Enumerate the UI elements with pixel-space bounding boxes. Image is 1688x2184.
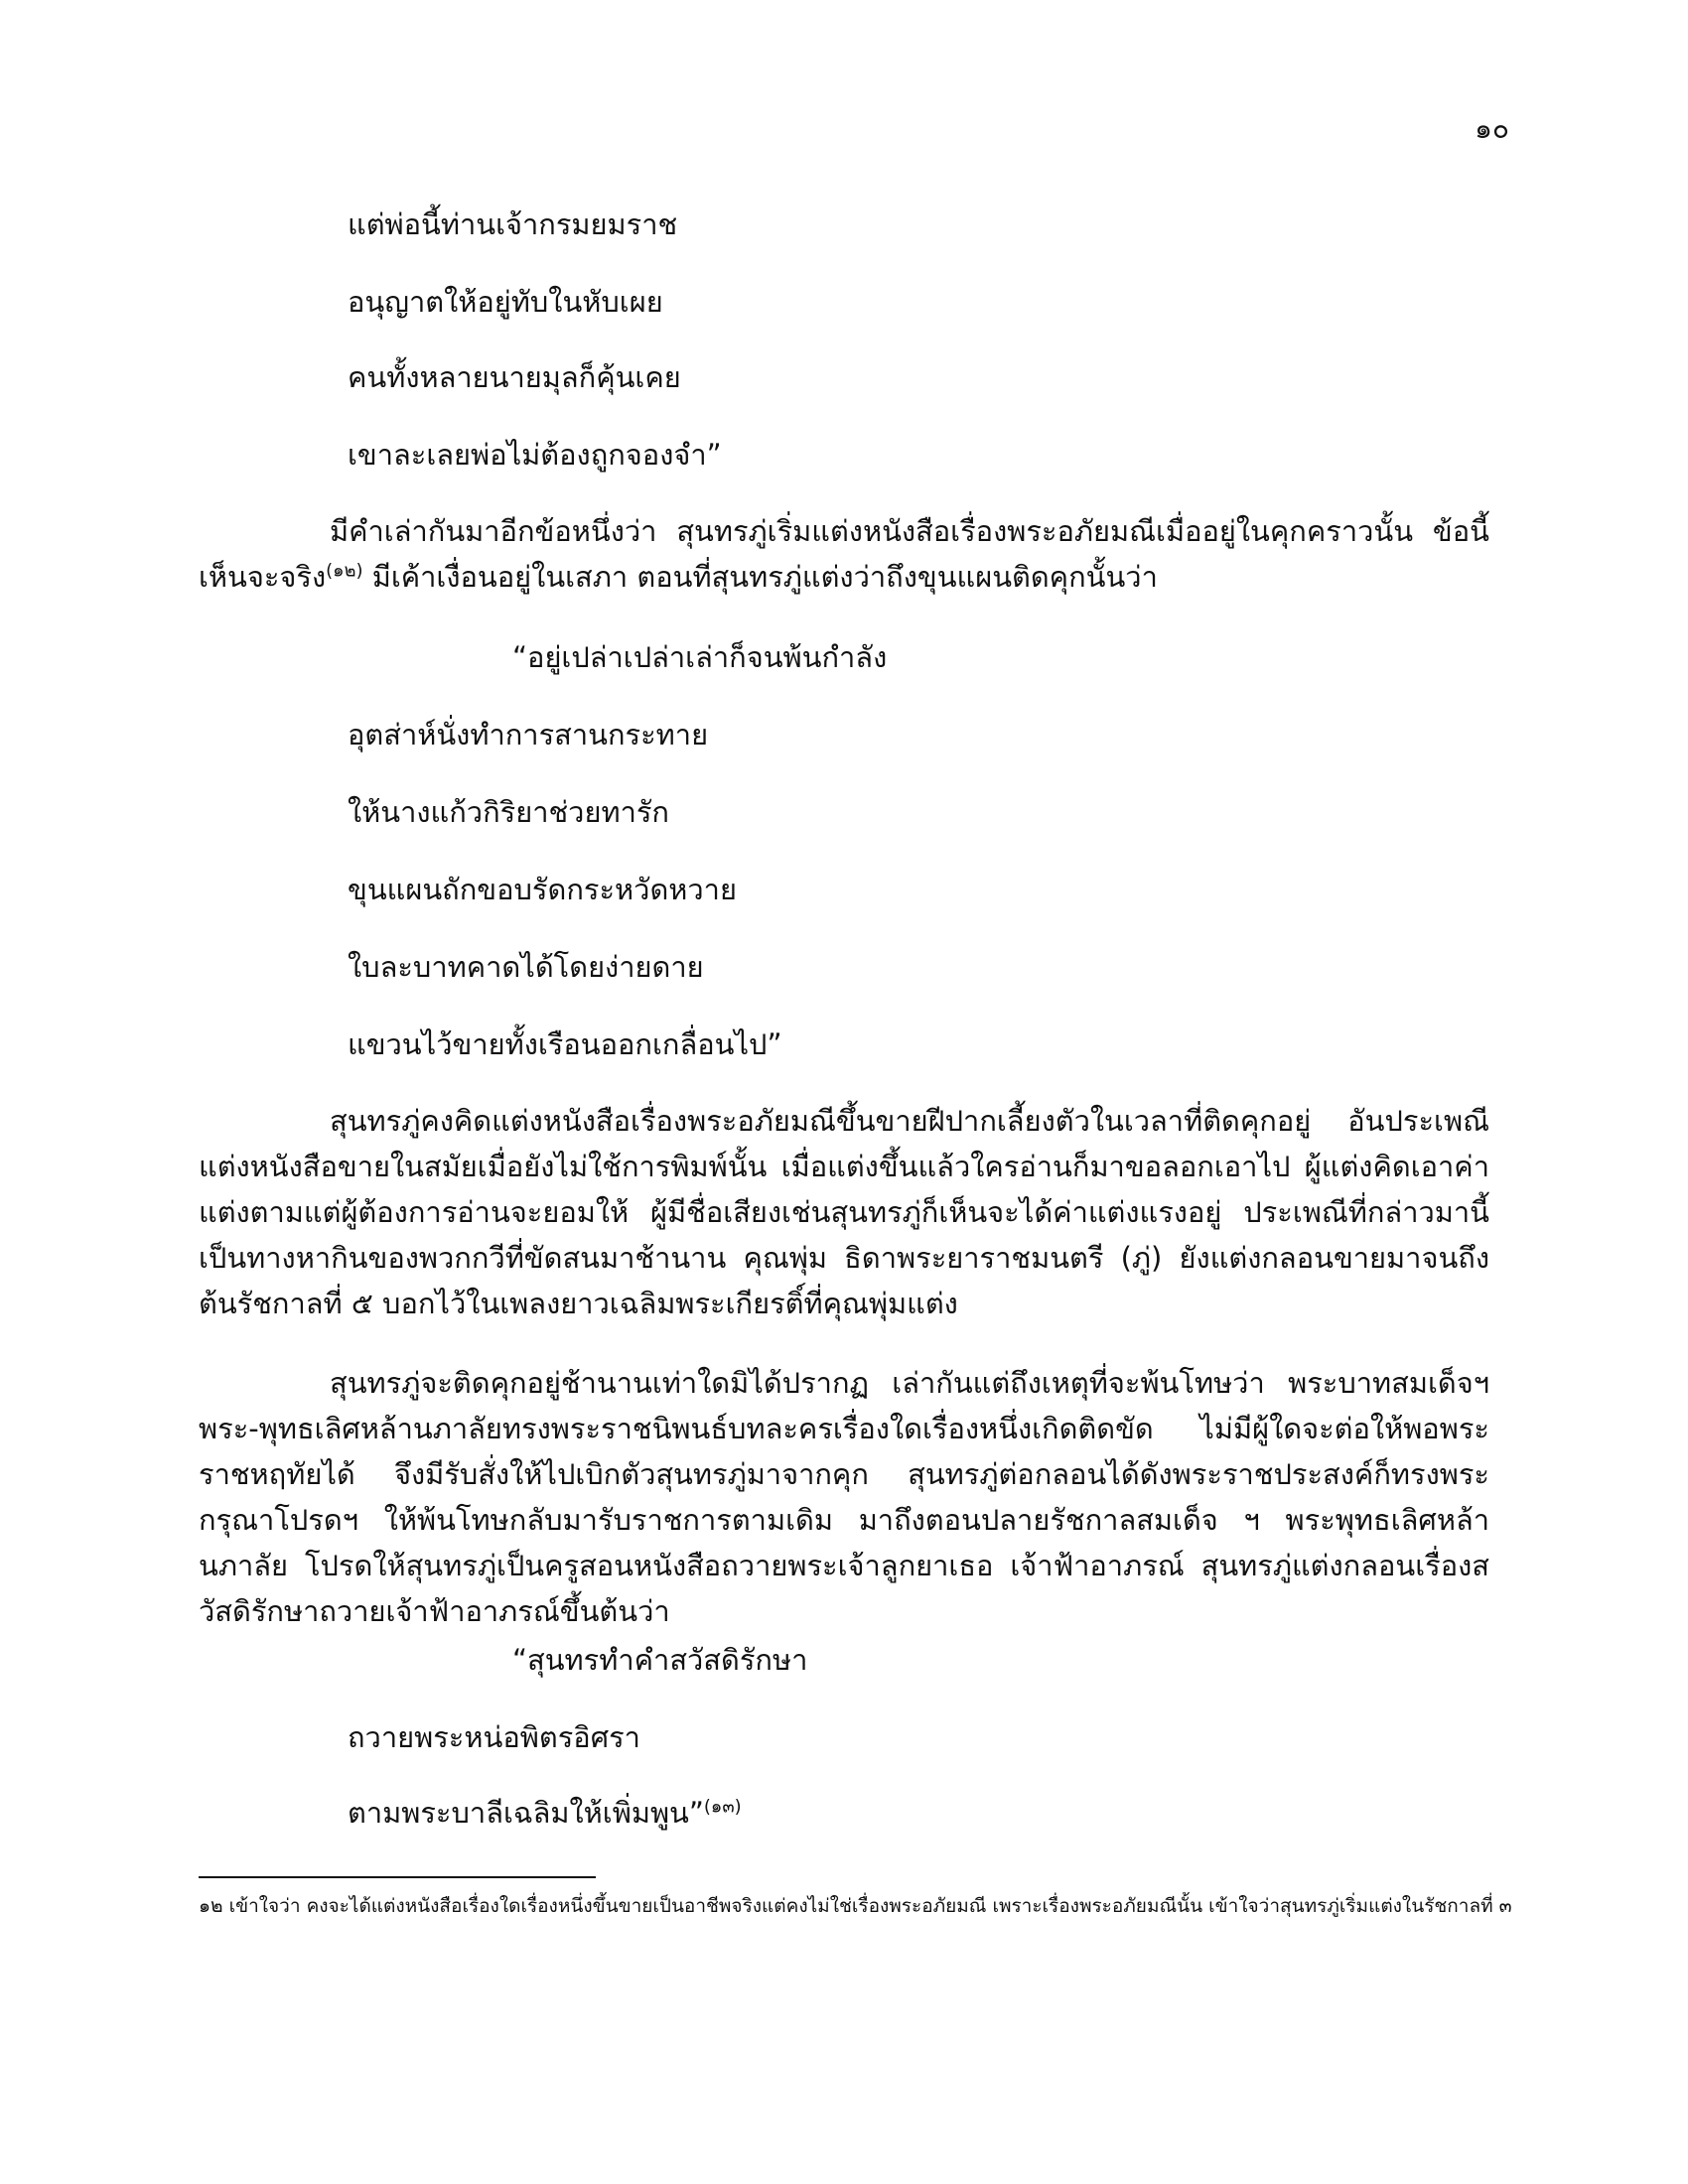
verse-line: “สุนทรทำคำสวัสดิรักษา: [512, 1643, 808, 1677]
verse-line: “อยู่เปล่าเปล่าเล่าก็จนพ้นกำลัง: [512, 640, 888, 674]
footnote-ref: (๑๒): [326, 560, 363, 582]
verse-line: เขาละเลยพ่อไม่ต้องถูกจองจำ”: [348, 438, 722, 472]
paragraph-text: มีเค้าเงื่อนอยู่ในเสภา ตอนที่สุนทรภู่แต่งว่าถึงขุนแผนติดคุกนั้นว่า: [362, 560, 1158, 594]
verse-line: อุตส่าห์นั่งทำการสานกระทาย: [348, 718, 709, 751]
verse-text: ตามพระบาลีเฉลิมให้เพิ่มพูน”: [348, 1796, 704, 1830]
verse-line: [348, 1791, 742, 1835]
verse-line: คนทั้งหลายนายมุลก็คุ้นเคย: [348, 360, 681, 394]
paragraph-text: สุนทรภู่จะติดคุกอยู่ช้านานเท่าใดมิได้ปรากฏ เล่ากันแต่ถึงเหตุที่จะพ้นโทษว่า พระบาทสมเด็จฯ พระ-พุทธเลิศหล้านภาลัยทรงพระราชนิพนธ์บทละครเรื่องใดเรื่องหนึ่งเกิดติดขัด ไม่มีผู้ใดจะต่อให้พอพระราชหฤทัยได้ จึงมีรับสั่งให้ไปเบิกตัวสุนทรภู่มาจากคุก สุนทรภู่ต่อกลอนได้ดังพระราชประสงค์ก็ทรงพระกรุณาโปรดฯ ให้พ้นโทษกลับมารับราชการตามเดิม มาถึงตอนปลายรัชกาลสมเด็จ ฯ พระพุทธเลิศหล้านภาลัย โปรดให้สุนทรภู่เป็นครูสอนหนังสือถวายพระเจ้าลูกยาเธอ เจ้าฟ้าอาภรณ์ สุนทรภู่แต่งกลอนเรื่องสวัสดิรักษาถวายเจ้าฟ้าอาภรณ์ขึ้นต้นว่า: [199, 1366, 1489, 1628]
footnote-ref: (๑๓): [703, 1796, 742, 1818]
verse-line: ถวายพระหน่อพิตรอิศรา: [348, 1720, 640, 1754]
verse-line: ใบละบาทคาดได้โดยง่ายดาย: [348, 950, 704, 984]
verse-line: แขวนไว้ขายทั้งเรือนออกเกลื่อนไป”: [348, 1027, 782, 1061]
page-number: ๑๐: [1475, 112, 1509, 145]
verse-line: ขุนแผนถักขอบรัดกระหวัดหวาย: [348, 873, 737, 906]
paragraph-text: มีคำเล่ากันมาอีกข้อหนึ่งว่า สุนทรภู่เริ่มแต่งหนังสือเรื่องพระอภัยมณีเมื่ออยู่ในคุกคราวนั้น ข้อนี้เห็นจะจริง: [199, 514, 1489, 594]
verse-line: แต่พ่อนี้ท่านเจ้ากรมยมราช: [348, 207, 678, 241]
footnote: ๑๒ เข้าใจว่า คงจะได้แต่งหนังสือเรื่องใดเรื่องหนึ่งขึ้นขายเป็นอาชีพจริงแต่คงไม่ใช่เรื่องพระอภัยมณี เพราะเรื่องพระอภัยมณีนั้น เข้าใจว่าสุนทรภู่เริ่มแต่งในรัชกาลที่ ๓: [199, 1895, 1512, 1917]
paragraph-text: สุนทรภู่คงคิดแต่งหนังสือเรื่องพระอภัยมณีขึ้นขายฝีปากเลี้ยงตัวในเวลาที่ติดคุกอยู่ อันประเพณีแต่งหนังสือขายในสมัยเมื่อยังไม่ใช้การพิมพ์นั้น เมื่อแต่งขึ้นแล้วใครอ่านก็มาขอลอกเอาไป ผู้แต่งคิดเอาค่าแต่งตามแต่ผู้ต้องการอ่านจะยอมให้ ผู้มีชื่อเสียงเช่นสุนทรภู่ก็เห็นจะได้ค่าแต่งแรงอยู่ ประเพณีที่กล่าวมานี้ เป็นทางหากินของพวกกวีที่ขัดสนมาช้านาน คุณพุ่ม ธิดาพระยาราชมนตรี (ภู่) ยังแต่งกลอนขายมาจนถึงต้นรัชกาลที่ ๕ บอกไว้ในเพลงยาวเฉลิมพระเกียรติ์ที่คุณพุ่มแต่ง: [199, 1104, 1489, 1320]
footnote-rule: [199, 1876, 596, 1878]
verse-line: อนุญาตให้อยู่ทับในหับเผย: [348, 285, 663, 319]
verse-line: ให้นางแก้วกิริยาช่วยทารัก: [348, 795, 669, 829]
paragraph: [199, 1098, 1489, 1326]
paragraph: [199, 508, 1489, 600]
paragraph: [199, 1360, 1489, 1634]
